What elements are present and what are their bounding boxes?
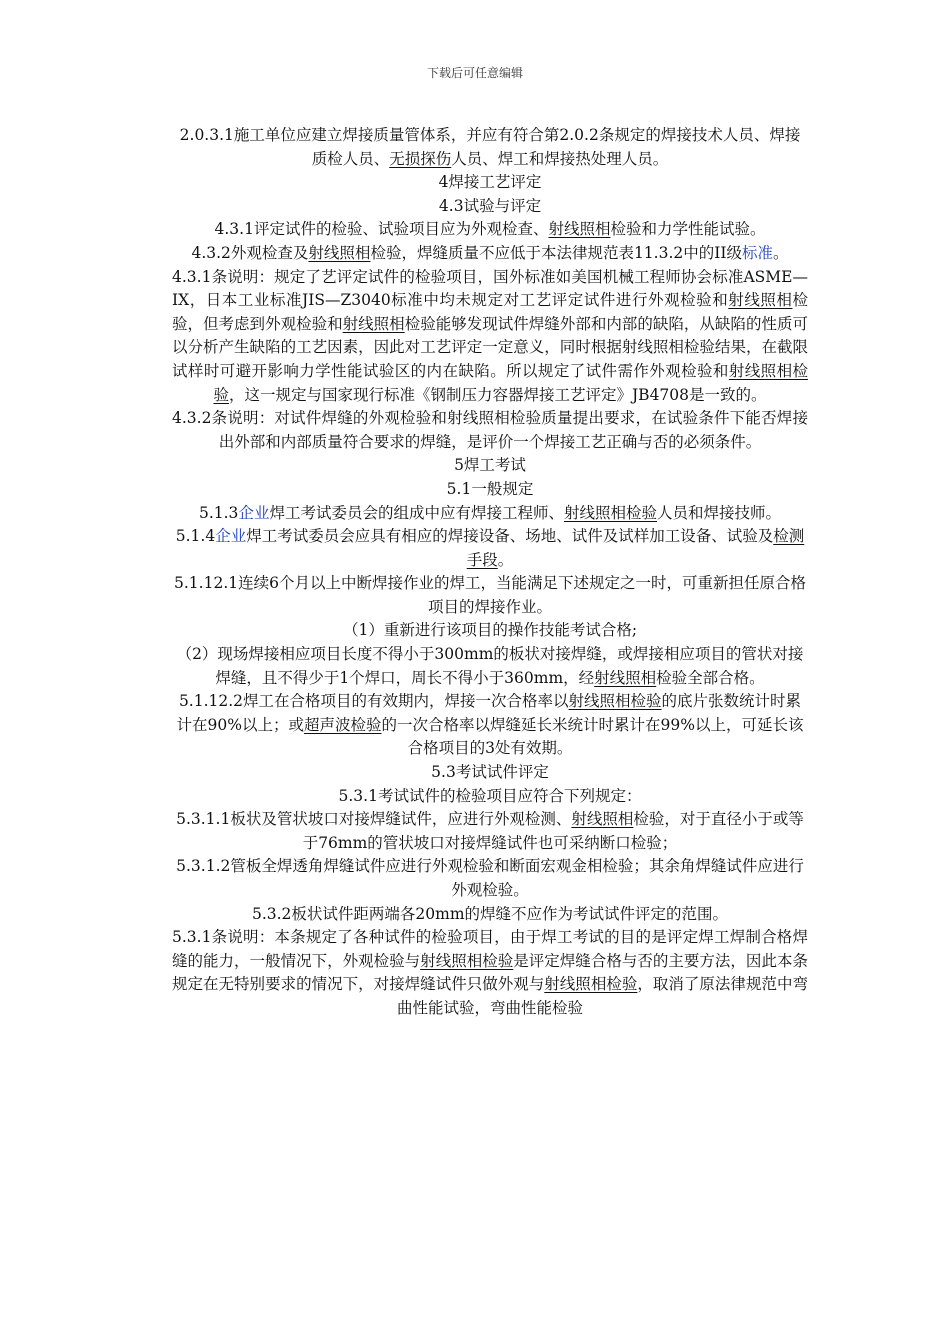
paragraph-5-3-2: [172, 903, 808, 927]
underlined-term: 无损探伤: [389, 149, 452, 168]
text-run: 2.0.3.1施工单位应建立焊接质量管体系，并应有符合第2.0.2条规定的焊接技术人员、焊接质检人员、: [179, 126, 801, 168]
hyperlink-text[interactable]: 标准: [742, 243, 774, 262]
underlined-term: 超声波检验: [303, 715, 382, 734]
paragraph-5-1-3: [172, 502, 808, 526]
page-header: 下载后可任意编辑: [426, 66, 523, 80]
text-run: 5.1.12.1连续6个月以上中断焊接作业的焊工，当能满足下述规定之一时，可重新担任原合格项目的焊接作业。: [174, 574, 806, 616]
hyperlink-text[interactable]: 企业: [238, 503, 270, 522]
paragraph-5-3-1: [172, 785, 808, 809]
paragraph-5-1-4: [172, 525, 808, 572]
underlined-term: 射线照相检验: [568, 692, 662, 711]
text-run: 检验，对于直径小于或等于76mm的管状坡口对接焊缝试件也可采纳断口检验；: [302, 810, 804, 852]
list-item-1: [172, 619, 808, 643]
underlined-term: 射线照相: [594, 668, 657, 687]
paragraph-5-3-1-2: [172, 855, 808, 902]
paragraph-5-1-12-1: [172, 572, 808, 619]
text-run: 4.3.2条说明：对试件焊缝的外观检验和射线照相检验质量提出要求，在试验条件下能否焊接出外部和内部质量符合要求的焊缝，是评价一个焊接工艺正确与否的必须条件。: [172, 409, 808, 451]
hyperlink-text[interactable]: 企业: [215, 527, 247, 546]
text-run: 检验，焊缝质量不应低于本法律规范表11.3.2中的II级: [370, 243, 742, 262]
text-run: 检验和力学性能试验。: [610, 220, 766, 239]
heading-5: [172, 454, 808, 478]
underlined-term: 射线照相: [728, 291, 793, 310]
paragraph-4-3-1-note: [172, 266, 808, 408]
document-body: [172, 124, 808, 1021]
text-run: ，取消了原法律规范中弯曲性能试验，弯曲性能检验: [396, 975, 808, 1017]
text-run: 4.3.1评定试件的检验、试验项目应为外观检查、: [214, 220, 549, 239]
text-run: 人员、焊工和焊接热处理人员。: [451, 149, 669, 168]
heading-5-1: [172, 478, 808, 502]
underlined-term: 射线照相检验: [213, 361, 808, 404]
text-run: 。: [773, 243, 789, 262]
text-run: 的一次合格率以焊缝延长米统计时累计在99%以上，可延长该合格项目的3处有效期。: [381, 715, 804, 758]
text-run: 是评定焊缝合格与否的主要方法，因此本条规定在无特别要求的情况下，对接焊缝试件只做外观与: [172, 951, 808, 994]
text-run: 4.3.1条说明：规定了艺评定试件的检验项目，国外标准如美国机械工程师协会标准ASME—IX，日本工业标准JIS—Z3040标准中均未规定对工艺评定试件进行外观检验和: [172, 267, 808, 310]
text-run: 4.3.2外观检查及: [191, 243, 309, 262]
list-item-2: [172, 643, 808, 690]
text-run: 5.3.1.2管板全焊透角焊缝试件应进行外观检验和断面宏观金相检验；其余角焊缝试件应进行外观检验。: [176, 857, 804, 899]
text-run: 检验能够发现试件焊缝外部和内部的缺陷，从缺陷的性质可以分析产生缺陷的工艺因素，因此对工艺评定一定意义，同时根据射线照相检验结果，在截限试样时可避开影响力学性能试验区的内在缺陷。所以规定了试件需作外观检验和: [172, 314, 808, 380]
text-run: （2）现场焊接相应项目长度不得小于300mm的板状对接焊缝，或焊接相应项目的管状对接焊缝，且不得少于1个焊口，周长不得小于360mm，经: [176, 645, 804, 687]
text-run: 4焊接工艺评定: [438, 173, 542, 192]
text-run: 5.3.1考试试件的检验项目应符合下列规定：: [338, 786, 642, 805]
text-run: 5.1.3: [198, 503, 239, 522]
text-run: 5.3.1.1板状及管状坡口对接焊缝试件，应进行外观检测、: [176, 810, 572, 829]
text-run: 5.3考试试件评定: [431, 763, 549, 782]
text-run: ，这一规定与国家现行标准《钢制压力容器焊接工艺评定》JB4708是一致的。: [228, 385, 767, 404]
underlined-term: 射线照相: [571, 810, 634, 829]
underlined-term: 射线照相: [342, 314, 405, 333]
heading-4: [172, 171, 808, 195]
underlined-term: 射线照相: [548, 220, 611, 239]
text-run: 检验，但考虑到外观检验和: [172, 291, 808, 333]
paragraph-4-3-1: [172, 218, 808, 242]
text-run: 5.3.2板状试件距两端各20mm的焊缝不应作为考试试件评定的范围。: [251, 904, 729, 923]
paragraph-4-3-2: [172, 242, 808, 266]
paragraph-4-3-2-note: [172, 407, 808, 454]
underlined-term: 射线照相检验: [420, 951, 514, 970]
underlined-term: 射线照相检验: [544, 975, 638, 994]
text-run: 的底片张数统计时累计在90%以上；或: [176, 692, 802, 734]
text-run: （1）重新进行该项目的操作技能考试合格;: [342, 621, 638, 640]
text-run: 焊工考试委员会应具有相应的焊接设备、场地、试件及试样加工设备、试验及: [246, 527, 774, 546]
underlined-term: 检测手段: [466, 527, 805, 569]
underlined-term: 射线照相: [308, 243, 371, 262]
paragraph-5-3-1-1: [172, 808, 808, 855]
heading-5-3: [172, 761, 808, 785]
text-run: 检验全部合格。: [656, 668, 765, 687]
text-run: 人员和焊接技师。: [656, 503, 781, 522]
paragraph-2-0-3-1: [172, 124, 808, 171]
paragraph-5-1-12-2: [172, 690, 808, 761]
text-run: 5.1.4: [175, 527, 216, 546]
text-run: 5.1.12.2焊工在合格项目的有效期内，焊接一次合格率以: [178, 692, 569, 711]
text-run: 焊工考试委员会的组成中应有焊接工程师、: [269, 503, 564, 522]
text-run: 5.3.1条说明：本条规定了各种试件的检验项目，由于焊工考试的目的是评定焊工焊制合格焊缝的能力，一般情况下，外观检验与: [172, 928, 808, 970]
text-run: 。: [497, 550, 514, 569]
text-run: 4.3试验与评定: [438, 196, 542, 215]
paragraph-5-3-1-note: [172, 926, 808, 1020]
text-run: 5焊工考试: [454, 456, 526, 475]
heading-4-3: [172, 195, 808, 219]
underlined-term: 射线照相检验: [563, 503, 657, 522]
text-run: 5.1一般规定: [446, 479, 534, 498]
